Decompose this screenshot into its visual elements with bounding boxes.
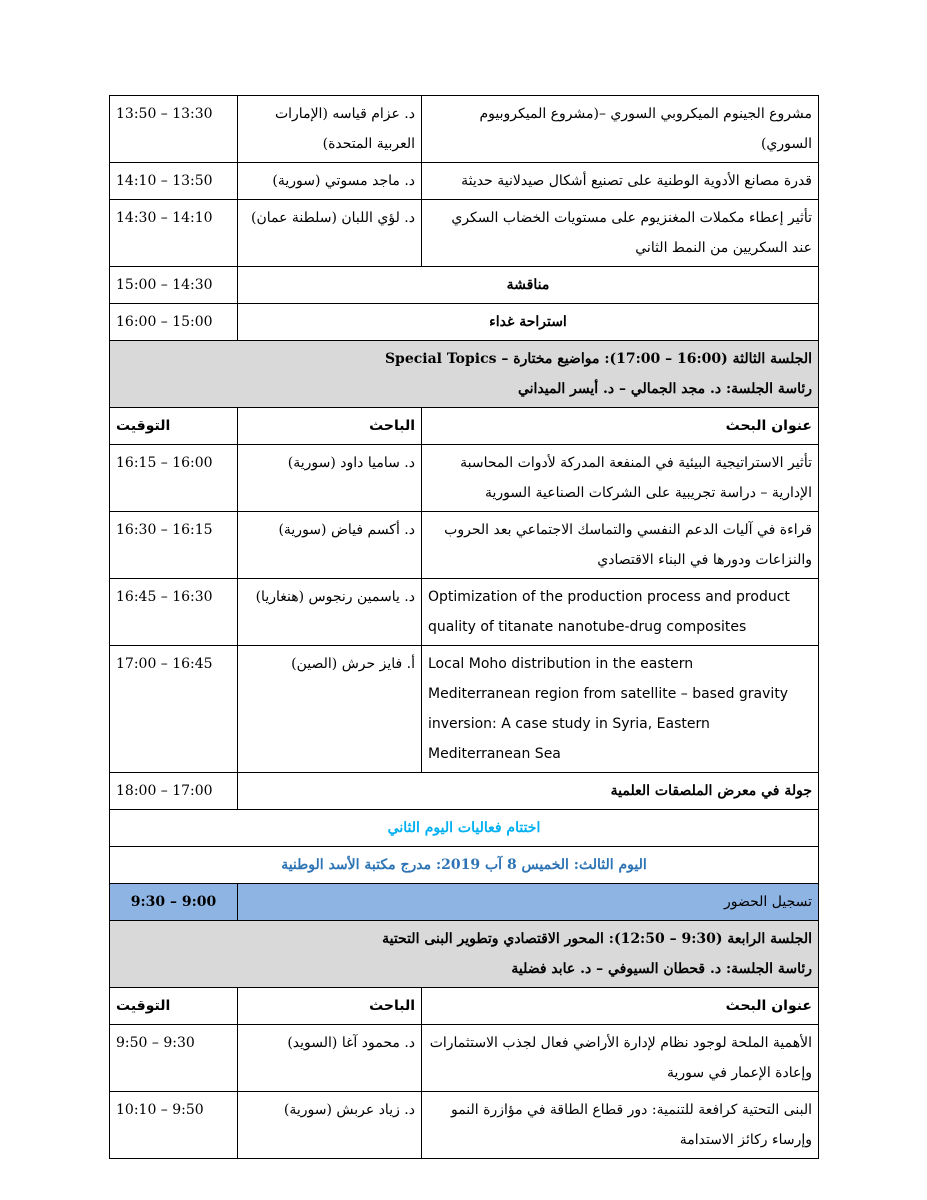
paper-title-line: تأثير إعطاء مكملات المغنزيوم على مستويات الخضاب السكري: [451, 210, 812, 226]
time-slot: [110, 512, 238, 579]
paper-title-line: Mediterranean region from satellite – based gravity: [428, 686, 789, 702]
time-text: 13:50 – 13:30: [116, 106, 213, 122]
paper-title-line: والنزاعات ودورها في البناء الاقتصادي: [597, 552, 812, 568]
session-chairs: رئاسة الجلسة: د. قحطان السيوفي – د. عابد فضلية: [511, 961, 812, 977]
paper-title-line: وإعادة الإعمار في سورية: [666, 1065, 812, 1081]
time-slot: [110, 579, 238, 646]
registration-label: تسجيل الحضور: [238, 884, 819, 921]
paper-title-line: Optimization of the production process and product: [428, 589, 790, 605]
conference-schedule-table: [109, 95, 819, 1159]
paper-row: [110, 200, 819, 267]
session-chairs: رئاسة الجلسة: د. مجد الجمالي – د. أيسر الميداني: [517, 381, 812, 397]
researcher-name-line: د. ياسمين رنجوس (هنغاريا): [255, 589, 415, 605]
paper-row: [110, 1025, 819, 1092]
poster-tour-row: [110, 773, 819, 810]
paper-title: [422, 96, 819, 163]
session-title: الجلسة الثالثة (16:00 – 17:00): مواضيع مختارة – Special Topics: [384, 351, 812, 367]
header-title: عنوان البحث: [422, 408, 819, 445]
paper-title-line: قراءة في آليات الدعم النفسي والتماسك الاجتماعي بعد الحروب: [444, 522, 812, 538]
paper-title-line: تأثير الاستراتيجية البيئية في المنفعة المدركة لأدوات المحاسبة: [460, 455, 812, 471]
session-four: [110, 921, 819, 988]
time-slot: [110, 884, 238, 921]
session-title: الجلسة الرابعة (9:30 – 12:50): المحور الاقتصادي وتطوير البنى التحتية: [382, 931, 812, 947]
session-four-header: [110, 921, 819, 988]
researcher-name-line: د. زياد عربش (سورية): [283, 1102, 415, 1118]
time-text: 9:30 – 9:00: [130, 894, 217, 910]
time-slot: [110, 1092, 238, 1159]
paper-title-line: inversion: A case study in Syria, Eastern: [428, 716, 710, 732]
paper-title: [422, 200, 819, 267]
paper-title: [422, 1025, 819, 1092]
day-three-heading-row: [110, 847, 819, 884]
paper-title-line: عند السكريين من النمط الثاني: [635, 240, 812, 256]
researcher-name: [238, 200, 422, 267]
discussion-label: مناقشة: [238, 267, 819, 304]
paper-title: [422, 512, 819, 579]
column-header-row: [110, 988, 819, 1025]
researcher-name-line: د. ساميا داود (سورية): [287, 455, 415, 471]
paper-title-line: Mediterranean Sea: [428, 746, 561, 762]
researcher-name: [238, 646, 422, 773]
paper-title-line: قدرة مصانع الأدوية الوطنية على تصنيع أشكال صيدلانية حديثة: [461, 173, 812, 189]
researcher-name-line: د. لؤي اللبان (سلطنة عمان): [250, 210, 415, 226]
researcher-name: [238, 445, 422, 512]
schedule-body: [110, 96, 819, 1159]
day-two-closing-row: [110, 810, 819, 847]
paper-row: [110, 579, 819, 646]
paper-title: [422, 579, 819, 646]
time-slot: [110, 646, 238, 773]
time-slot: [110, 200, 238, 267]
lunch-break-label: استراحة غداء: [238, 304, 819, 341]
registration-row: [110, 884, 819, 921]
paper-title-line: quality of titanate nanotube-drug composites: [428, 619, 747, 635]
time-text: 18:00 – 17:00: [116, 783, 213, 799]
paper-title-line: الإدارية – دراسة تجريبية على الشركات الصناعية السورية: [485, 485, 812, 501]
time-text: 14:30 – 14:10: [116, 210, 213, 226]
session-three: [110, 341, 819, 408]
paper-row: [110, 163, 819, 200]
researcher-name: [238, 96, 422, 163]
researcher-name: [238, 163, 422, 200]
header-time: التوقيت: [110, 988, 238, 1025]
paper-row: [110, 96, 819, 163]
time-slot: [110, 267, 238, 304]
researcher-name-line: أ. فايز حرش (الصين): [291, 656, 415, 672]
time-slot: [110, 1025, 238, 1092]
column-header-row: [110, 408, 819, 445]
paper-title-line: Local Moho distribution in the eastern: [428, 656, 694, 672]
researcher-name-line: العربية المتحدة): [322, 136, 415, 152]
time-text: 10:10 – 9:50: [116, 1102, 204, 1118]
time-slot: [110, 163, 238, 200]
day-three-heading: اليوم الثالث: الخميس 8 آب 2019: مدرج مكتبة الأسد الوطنية: [110, 847, 819, 884]
header-researcher: الباحث: [238, 988, 422, 1025]
researcher-name-line: د. عزام قياسه (الإمارات: [274, 106, 415, 122]
researcher-name: [238, 1025, 422, 1092]
paper-title-line: الأهمية الملحة لوجود نظام لإدارة الأراضي فعال لجذب الاستثمارات: [429, 1035, 812, 1051]
researcher-name: [238, 579, 422, 646]
researcher-name: [238, 512, 422, 579]
time-text: 15:00 – 14:30: [116, 277, 213, 293]
time-slot: [110, 445, 238, 512]
paper-title: [422, 1092, 819, 1159]
researcher-name: [238, 1092, 422, 1159]
time-text: 9:50 – 9:30: [116, 1035, 195, 1051]
paper-title-line: وإرساء ركائز الاستدامة: [679, 1132, 812, 1148]
paper-title: [422, 646, 819, 773]
paper-title: [422, 163, 819, 200]
session-three-header: [110, 341, 819, 408]
researcher-name-line: د. ماجد مسوتي (سورية): [272, 173, 415, 189]
paper-row: [110, 646, 819, 773]
time-text: 16:30 – 16:15: [116, 522, 213, 538]
paper-row: [110, 512, 819, 579]
time-text: 16:45 – 16:30: [116, 589, 213, 605]
time-slot: [110, 773, 238, 810]
researcher-name-line: د. أكسم فياض (سورية): [278, 522, 415, 538]
lunch-break-row: [110, 304, 819, 341]
poster-tour-label: جولة في معرض الملصقات العلمية: [238, 773, 819, 810]
paper-title: [422, 445, 819, 512]
discussion-row: [110, 267, 819, 304]
paper-row: [110, 445, 819, 512]
researcher-name-line: د. محمود آغا (السويد): [287, 1035, 415, 1051]
time-text: 17:00 – 16:45: [116, 656, 213, 672]
day-two-closing: اختتام فعاليات اليوم الثاني: [110, 810, 819, 847]
header-researcher: الباحث: [238, 408, 422, 445]
time-text: 16:00 – 15:00: [116, 314, 213, 330]
header-time: التوقيت: [110, 408, 238, 445]
paper-title-line: البنى التحتية كرافعة للتنمية: دور قطاع الطاقة في مؤازرة النمو: [450, 1102, 812, 1118]
time-slot: [110, 304, 238, 341]
paper-title-line: مشروع الجينوم الميكروبي السوري –(مشروع الميكروبيوم السوري): [479, 106, 812, 152]
time-text: 14:10 – 13:50: [116, 173, 213, 189]
time-slot: [110, 96, 238, 163]
paper-row: [110, 1092, 819, 1159]
time-text: 16:15 – 16:00: [116, 455, 213, 471]
header-title: عنوان البحث: [422, 988, 819, 1025]
